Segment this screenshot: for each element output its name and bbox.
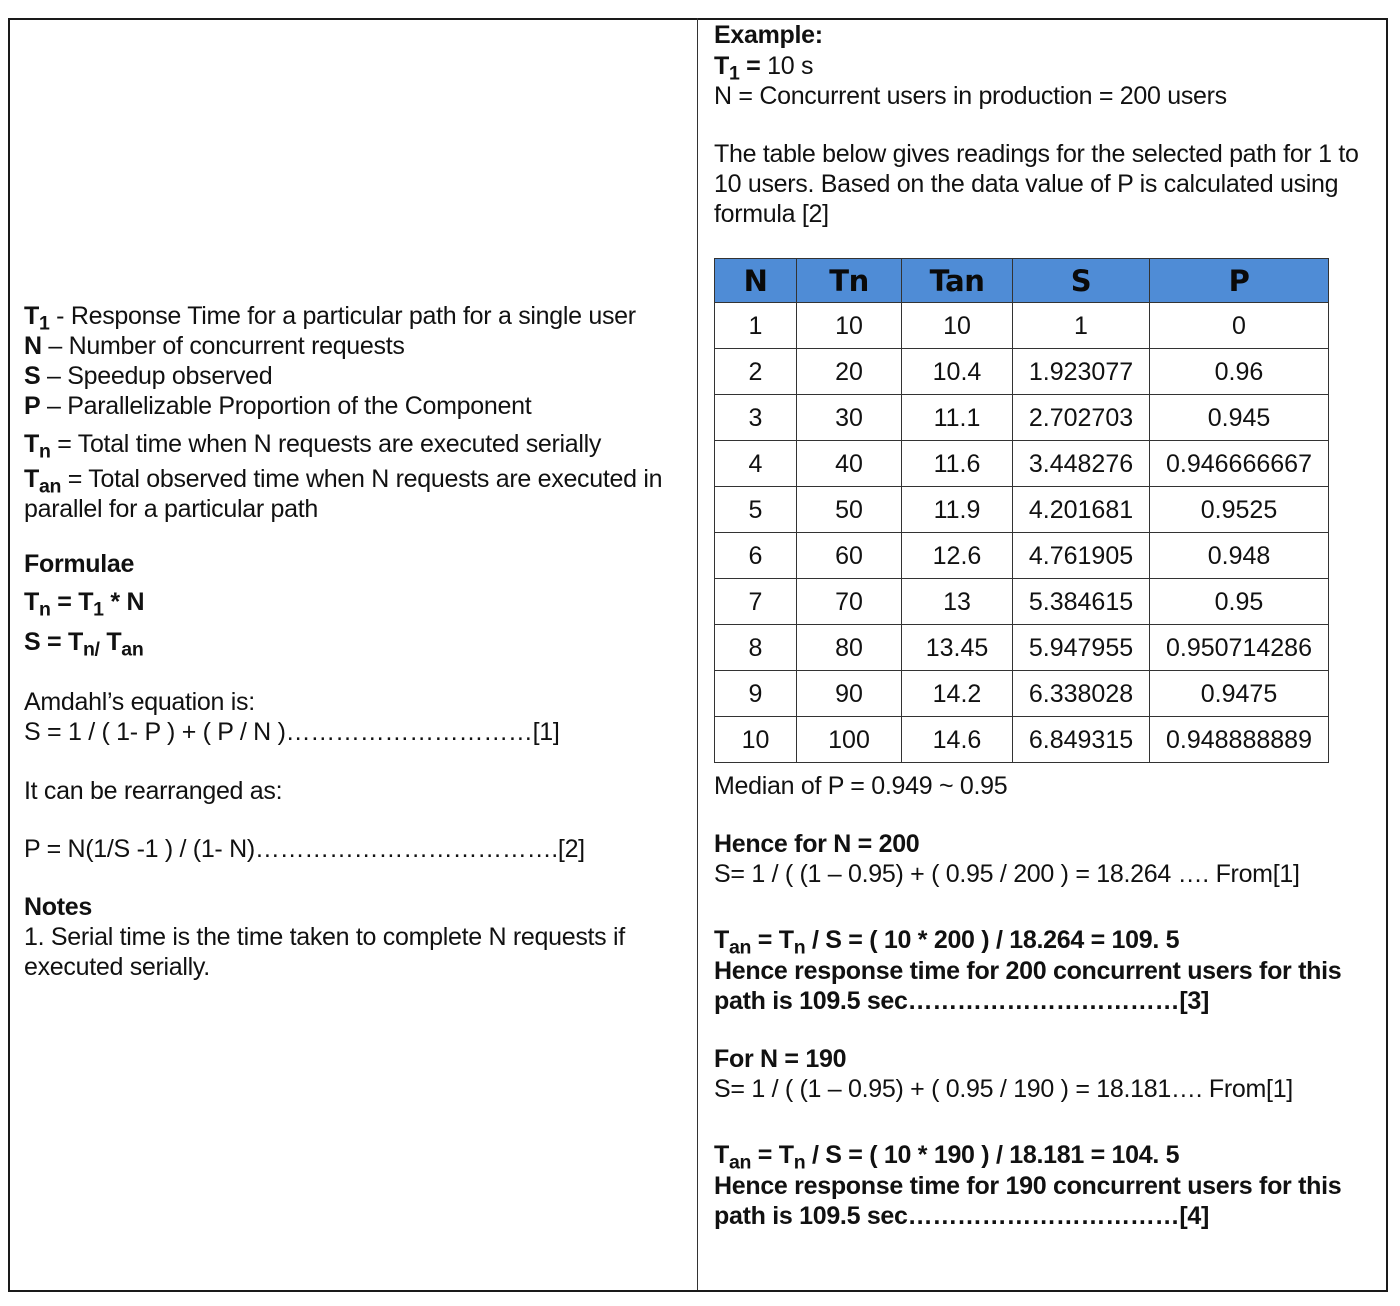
column-divider — [697, 18, 698, 1290]
table-row — [715, 671, 1329, 717]
definition-s: S – Speedup observed — [24, 362, 273, 390]
cell-tan: 11.9 — [902, 487, 1013, 533]
header-s: S — [1013, 259, 1150, 303]
cell-s: 1 — [1013, 303, 1150, 349]
cell-s: 3.448276 — [1013, 441, 1150, 487]
amdahl-intro: Amdahl’s equation is: — [24, 688, 255, 716]
case-200-tan: $T_{an} = T_n / S$ = ( 10 * 200 ) / 18.264 = 109. 5 — [714, 926, 1180, 959]
cell-tn: 50 — [797, 487, 902, 533]
cell-p: 0.945 — [1150, 395, 1329, 441]
cell-tan: 13.45 — [902, 625, 1013, 671]
cell-n: 2 — [715, 349, 797, 395]
case-190-heading: For N = 190 — [714, 1045, 847, 1073]
cell-s: 1.923077 — [1013, 349, 1150, 395]
note-1: 1. Serial time is the time taken to complete N requests if executed serially. — [24, 923, 625, 981]
cell-tn: 40 — [797, 441, 902, 487]
definition-t1: $T_1$ - Response Time for a particular path for a single user — [24, 302, 636, 335]
formulae-heading: Formulae — [24, 550, 135, 578]
definition-tn: $T_n$ = Total time when N requests are executed serially — [24, 430, 602, 463]
case-190-tan: $T_{an} = T_n / S$ = ( 10 * 190 ) / 18.181 = 104. 5 — [714, 1141, 1180, 1174]
cell-tan: 11.6 — [902, 441, 1013, 487]
cell-tan: 14.2 — [902, 671, 1013, 717]
case-190-speedup: S= 1 / ( (1 – 0.95) + ( 0.95 / 190 ) = 18.181…. From[1] — [714, 1075, 1293, 1103]
cell-n: 10 — [715, 717, 797, 763]
table-row — [715, 441, 1329, 487]
cell-s: 6.338028 — [1013, 671, 1150, 717]
table-row — [715, 349, 1329, 395]
cell-tn: 10 — [797, 303, 902, 349]
header-tn: Tn — [797, 259, 902, 303]
case-200-speedup: S= 1 / ( (1 – 0.95) + ( 0.95 / 200 ) = 18.264 …. From[1] — [714, 860, 1300, 888]
cell-tan: 13 — [902, 579, 1013, 625]
cell-p: 0.948 — [1150, 533, 1329, 579]
cell-tn: 90 — [797, 671, 902, 717]
definition-tan: $T_{an}$ = Total observed time when N requests are executed in parallel for a particular path — [24, 465, 663, 523]
cell-tn: 60 — [797, 533, 902, 579]
cell-p: 0 — [1150, 303, 1329, 349]
header-tan: Tan — [902, 259, 1013, 303]
cell-s: 2.702703 — [1013, 395, 1150, 441]
rearranged-intro: It can be rearranged as: — [24, 777, 283, 805]
cell-s: 5.947955 — [1013, 625, 1150, 671]
cell-tn: 80 — [797, 625, 902, 671]
cell-p: 0.95 — [1150, 579, 1329, 625]
cell-tn: 70 — [797, 579, 902, 625]
table-row — [715, 487, 1329, 533]
table-row — [715, 717, 1329, 763]
formula-tn: $T_n = T_1 * N$ — [24, 588, 145, 621]
cell-p: 0.948888889 — [1150, 717, 1329, 763]
cell-tn: 20 — [797, 349, 902, 395]
readings-table — [714, 258, 1329, 763]
cell-n: 3 — [715, 395, 797, 441]
example-n: N = Concurrent users in production = 200 users — [714, 82, 1227, 110]
cell-p: 0.9475 — [1150, 671, 1329, 717]
cell-p: 0.946666667 — [1150, 441, 1329, 487]
table-intro: The table below gives readings for the selected path for 1 to 10 users. Based on the data value of P is calculated using formula [2] — [714, 140, 1359, 228]
amdahl-equation: S = 1 / ( 1- P ) + ( P / N )…………………………[1] — [24, 718, 560, 746]
cell-n: 1 — [715, 303, 797, 349]
cell-s: 5.384615 — [1013, 579, 1150, 625]
cell-n: 5 — [715, 487, 797, 533]
rearranged-equation: P = N(1/S -1 ) / (1- N)……………………………….[2] — [24, 835, 585, 863]
table-row — [715, 395, 1329, 441]
definitions-block — [24, 301, 694, 524]
notes-heading: Notes — [24, 893, 92, 921]
cell-tan: 14.6 — [902, 717, 1013, 763]
cell-tan: 12.6 — [902, 533, 1013, 579]
case-200-conclusion: Hence response time for 200 concurrent users for this path is 109.5 sec……………………………[3] — [714, 957, 1342, 1015]
cell-s: 6.849315 — [1013, 717, 1150, 763]
table-row — [715, 625, 1329, 671]
case-190-conclusion: Hence response time for 190 concurrent users for this path is 109.5 sec……………………………[4] — [714, 1172, 1342, 1230]
cell-p: 0.950714286 — [1150, 625, 1329, 671]
median-of-p: Median of P = 0.949 ~ 0.95 — [714, 772, 1008, 800]
table-row — [715, 533, 1329, 579]
table-header-row — [715, 259, 1329, 303]
header-n: N — [715, 259, 797, 303]
cell-s: 4.761905 — [1013, 533, 1150, 579]
cell-p: 0.96 — [1150, 349, 1329, 395]
definition-n: N – Number of concurrent requests — [24, 332, 405, 360]
cell-tan: 10 — [902, 303, 1013, 349]
cell-n: 7 — [715, 579, 797, 625]
cell-tn: 30 — [797, 395, 902, 441]
definition-p: P – Parallelizable Proportion of the Component — [24, 392, 532, 420]
cell-p: 0.9525 — [1150, 487, 1329, 533]
cell-n: 9 — [715, 671, 797, 717]
formula-s: $S = T_{n/}$ $T_{an}$ — [24, 628, 144, 661]
cell-n: 6 — [715, 533, 797, 579]
cell-tan: 10.4 — [902, 349, 1013, 395]
table-row — [715, 303, 1329, 349]
example-heading: Example: — [714, 21, 823, 49]
header-p: P — [1150, 259, 1329, 303]
cell-tan: 11.1 — [902, 395, 1013, 441]
example-t1: $T_1 = 10$ s — [714, 52, 814, 85]
case-200-heading: Hence for N = 200 — [714, 830, 920, 858]
cell-n: 4 — [715, 441, 797, 487]
cell-n: 8 — [715, 625, 797, 671]
table-row — [715, 579, 1329, 625]
cell-s: 4.201681 — [1013, 487, 1150, 533]
cell-tn: 100 — [797, 717, 902, 763]
